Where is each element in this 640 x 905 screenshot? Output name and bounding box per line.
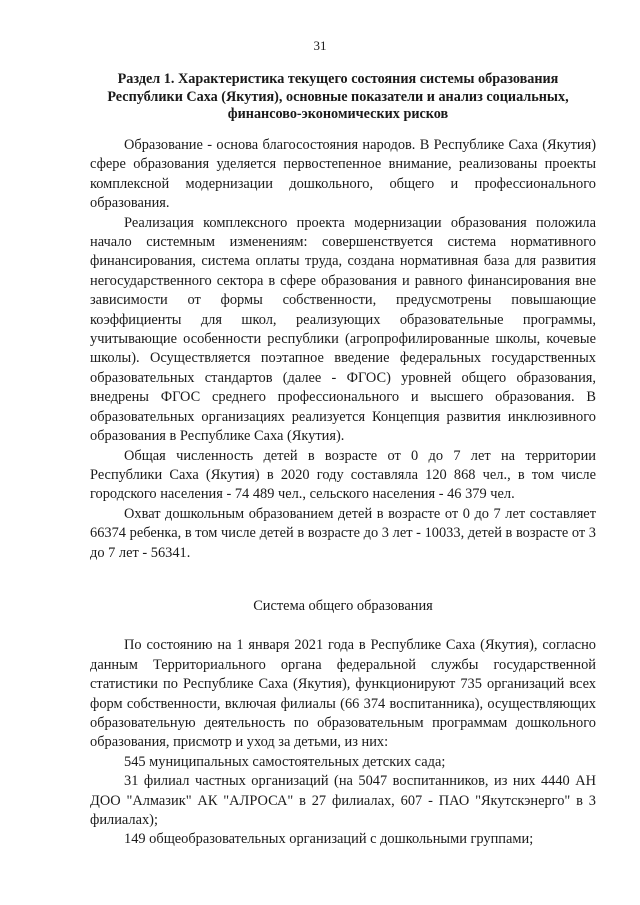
list-item: 545 муниципальных самостоятельных детских сада; xyxy=(124,753,446,770)
paragraph: Образование - основа благосостояния народов. В Республике Саха (Якутия) сфере образования уделяется первостепенное внимание, реализованы проекты комплексной модернизации дошкольного, общего и профессионального образования. xyxy=(90,137,596,212)
paragraph: Общая численность детей в возрасте от 0 до 7 лет на территории Республики Саха (Якутия) в 2020 году составляла 120 868 чел., в том числе городского населения - 74 489 чел., сельского населения - 46 379 чел. xyxy=(90,447,596,503)
page-number: 31 xyxy=(313,38,327,53)
list-item: 149 общеобразовательных организаций с дошкольными группами; xyxy=(124,831,534,848)
document-body xyxy=(90,136,596,850)
section-title: Раздел 1. Характеристика текущего состояния системы образования Республики Саха (Якутия), основные показатели и анализ социальных, финансово-экономических рисков xyxy=(107,71,569,122)
paragraph: По состоянию на 1 января 2021 года в Республике Саха (Якутия), согласно данным Территориального органа федеральной службы государственной статистики по Республике Саха (Якутия), функционируют 735 организаций всех форм собственности, включая филиалы (66 374 воспитанника), осуществляющих образовательную деятельность по образовательным программам дошкольного образования, присмотр и уход за детьми, из них: xyxy=(90,637,596,751)
paragraph: Охват дошкольным образованием детей в возрасте от 0 до 7 лет составляет 66374 ребенка, в том числе детей в возрасте до 3 лет - 10033, детей в возрасте от 3 до 7 лет - 56341. xyxy=(90,505,596,561)
list-item: 31 филиал частных организаций (на 5047 воспитанников, из них 4440 АН ДОО "Алмазик" АК "АЛРОСА" в 27 филиалах, 607 - ПАО "Якутскэнерго" в 3 филиалах); xyxy=(90,773,596,828)
subsection-heading: Система общего образования xyxy=(253,597,433,614)
paragraph: Реализация комплексного проекта модернизации образования положила начало системным изменениям: совершенствуется система нормативного финансирования, система оплаты труда, создана нормативная база для развития негосударственного сектора в сфере образования и равного финансирования вне зависимости от формы собственности, предусмотрены повышающие коэффициенты для школ, реализующих образовательные программы, учитывающие особенности республики (агропрофилированные школы, кочевые школы). Осуществляется поэтапное введение федеральных государственных образовательных стандартов (далее - ФГОС) уровней общего образования, внедрены ФГОС среднего профессионального и высшего образования. В образовательных организациях реализуется Концепция развития инклюзивного образования в Республике Саха (Якутия). xyxy=(90,214,596,445)
